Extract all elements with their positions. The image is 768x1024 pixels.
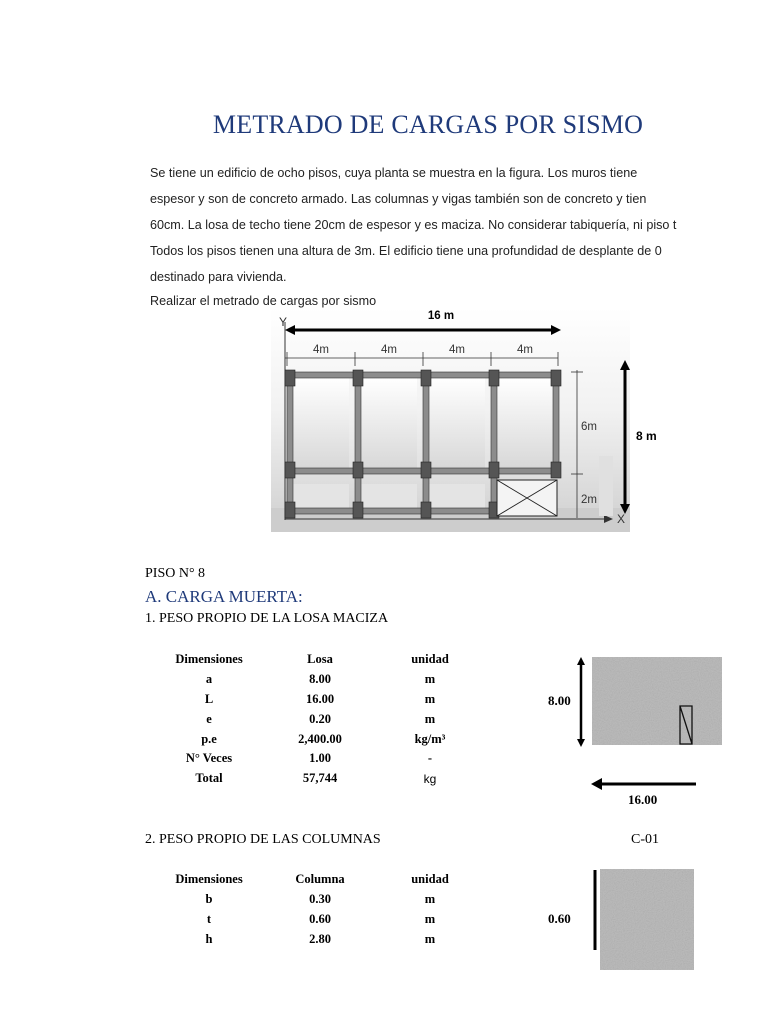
table-row — [168, 910, 470, 930]
room — [429, 378, 485, 468]
slab-height-label: 8.00 — [548, 693, 571, 708]
slab-illustration — [576, 656, 726, 750]
room — [429, 484, 485, 508]
row-label: b — [205, 892, 213, 907]
bay-label: 4m — [517, 344, 533, 356]
column-header: unidad — [411, 652, 449, 667]
table-row — [168, 709, 470, 729]
row-unit: m — [424, 691, 436, 706]
slab-width-arrow — [590, 777, 696, 791]
intro-line: Todos los pisos tienen una altura de 3m. El edificio tiene una profundidad de desplante de 0 — [150, 244, 662, 258]
column-header: Losa — [307, 652, 333, 667]
column-header: unidad — [411, 872, 449, 887]
table-row — [168, 690, 470, 710]
bay-label: 4m — [313, 344, 329, 356]
row-unit: m — [424, 672, 436, 687]
page-title: METRADO DE CARGAS POR SISMO — [212, 110, 644, 139]
subsection-heading-slab: 1. PESO PROPIO DE LA LOSA MACIZA — [145, 611, 389, 626]
table-header-row — [168, 650, 470, 670]
row-label: N° Veces — [185, 751, 233, 766]
room — [361, 378, 417, 468]
intro-line: destinado para vivienda. — [150, 270, 287, 284]
column-illustration — [590, 866, 698, 972]
row-value: 0.30 — [309, 892, 331, 907]
arrowhead-bottom — [577, 739, 585, 747]
table-row — [168, 729, 470, 749]
row-value: 8.00 — [309, 672, 331, 687]
row-value: 2,400.00 — [298, 731, 342, 746]
row-unit: m — [424, 931, 436, 946]
bay-label: 4m — [381, 344, 397, 356]
row-unit: m — [424, 711, 436, 726]
floor-heading: PISO N° 8 — [145, 566, 206, 581]
row-value: 1.00 — [309, 751, 331, 766]
slab-width-label: 16.00 — [628, 792, 658, 807]
bay-label: 4m — [449, 344, 465, 356]
row-unit: - — [427, 751, 433, 766]
intro-line: 60cm. La losa de techo tiene 20cm de espesor y es maciza. No considerar tabiquería, ni piso t — [150, 218, 677, 232]
x-axis-label: X — [617, 512, 626, 526]
column-header: Columna — [295, 872, 345, 887]
row-label: t — [206, 911, 212, 926]
span-label: 6m — [581, 421, 597, 433]
row-value: 57,744 — [302, 771, 338, 786]
total-width-label: 16 m — [427, 310, 455, 322]
column-header: Dimensiones — [175, 652, 243, 667]
room — [497, 378, 553, 468]
y-axis-label: Y — [279, 315, 288, 329]
row-unit: kg/m³ — [414, 731, 446, 746]
row-unit: kg — [423, 771, 437, 786]
row-label: e — [206, 711, 212, 726]
intro-line: Realizar el metrado de cargas por sismo — [150, 294, 377, 308]
row-label: a — [205, 672, 213, 687]
concrete-texture — [600, 869, 694, 970]
floor-plan-figure — [271, 308, 630, 532]
concrete-texture — [592, 657, 722, 745]
room — [293, 378, 349, 468]
column-height-label: 0.60 — [548, 911, 571, 926]
room — [293, 484, 349, 508]
row-value: 2.80 — [309, 931, 331, 946]
subsection-heading-columns: 2. PESO PROPIO DE LAS COLUMNAS — [145, 832, 381, 847]
table-row — [168, 890, 470, 910]
intro-line: Se tiene un edificio de ocho pisos, cuya planta se muestra en la figura. Los muros tiene — [150, 166, 638, 180]
shadow-strip — [599, 456, 613, 516]
row-value: 0.60 — [309, 911, 331, 926]
table-row — [168, 670, 470, 690]
span-label: 2m — [581, 494, 597, 506]
row-value: 0.20 — [309, 711, 331, 726]
intro-line: espesor y son de concreto armado. Las columnas y vigas también son de concreto y tien — [150, 192, 647, 206]
section-heading-dead-load: A. CARGA MUERTA: — [145, 587, 303, 606]
row-label: Total — [195, 771, 223, 786]
table-row — [168, 749, 470, 769]
table-row — [168, 769, 470, 789]
arrowhead-left — [591, 778, 602, 790]
column-code: C-01 — [631, 832, 659, 847]
row-label: L — [204, 691, 214, 706]
total-depth-label: 8 m — [636, 429, 657, 443]
column-header: Dimensiones — [175, 872, 243, 887]
row-label: h — [205, 931, 213, 946]
table-row — [168, 929, 470, 949]
table-header-row — [168, 870, 470, 890]
slab-dimensions-table — [168, 650, 470, 789]
row-label: p.e — [201, 731, 217, 746]
row-unit: m — [424, 892, 436, 907]
room — [361, 484, 417, 508]
row-unit: m — [424, 911, 436, 926]
problem-statement — [150, 160, 695, 310]
row-value: 16.00 — [305, 691, 335, 706]
arrowhead-top — [577, 657, 585, 665]
column-dimensions-table — [168, 870, 470, 949]
